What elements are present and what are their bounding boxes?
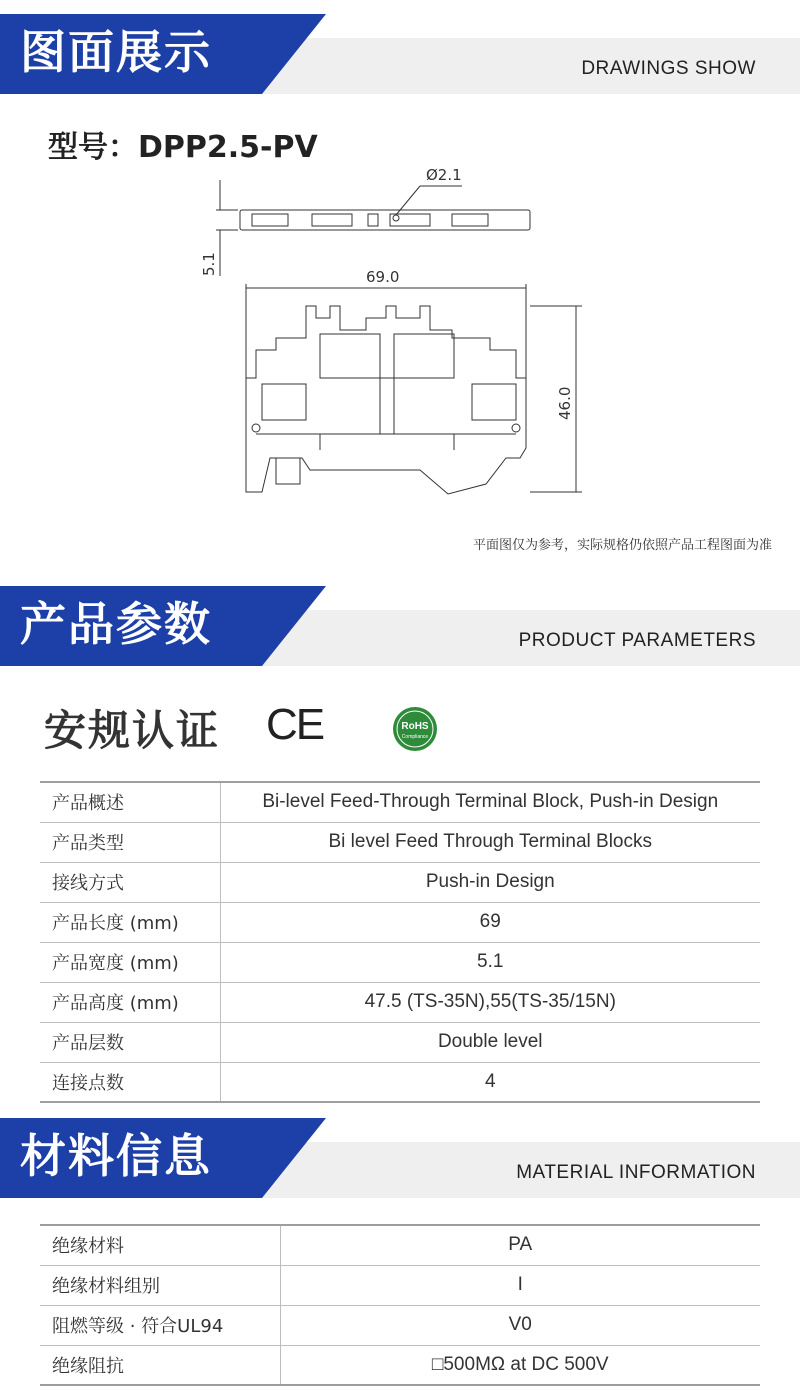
table-row bbox=[40, 782, 760, 822]
table-row bbox=[40, 1062, 760, 1102]
rohs-sublabel: Compliance bbox=[401, 734, 429, 740]
model-label: 型号：DPP2.5-PV bbox=[48, 130, 318, 165]
dim-length: 69.0 bbox=[366, 268, 400, 286]
section-title-en: PRODUCT PARAMETERS bbox=[518, 630, 756, 651]
technical-drawing bbox=[190, 158, 590, 498]
rohs-label: RoHS bbox=[401, 721, 429, 732]
params-table bbox=[40, 781, 760, 1103]
dim-width: 5.1 bbox=[200, 252, 218, 276]
drawing-note: 平面图仅为参考，实际规格仍依照产品工程图面为准 bbox=[472, 538, 772, 553]
section-title-en: DRAWINGS SHOW bbox=[581, 58, 756, 79]
table-row bbox=[40, 862, 760, 902]
table-row bbox=[40, 822, 760, 862]
rohs-badge-icon bbox=[392, 706, 438, 752]
param-key: 产品长度 (mm) bbox=[40, 902, 220, 942]
certification-row bbox=[44, 698, 744, 758]
section-header-material bbox=[0, 1104, 800, 1184]
material-key: 绝缘材料组别 bbox=[40, 1265, 280, 1305]
table-row bbox=[40, 1225, 760, 1265]
table-row bbox=[40, 902, 760, 942]
material-table bbox=[40, 1224, 760, 1386]
param-key: 接线方式 bbox=[40, 862, 220, 902]
table-row bbox=[40, 982, 760, 1022]
param-value: 5.1 bbox=[220, 942, 760, 982]
dim-height: 46.0 bbox=[556, 386, 574, 420]
param-value: Push-in Design bbox=[220, 862, 760, 902]
section-header-params bbox=[0, 572, 800, 652]
param-value: 47.5 (TS-35N),55(TS-35/15N) bbox=[220, 982, 760, 1022]
param-key: 产品概述 bbox=[40, 782, 220, 822]
table-row bbox=[40, 1265, 760, 1305]
table-row bbox=[40, 1345, 760, 1385]
param-value: Bi-level Feed-Through Terminal Block, Push-in Design bbox=[220, 782, 760, 822]
ce-mark-icon: CE bbox=[266, 700, 324, 749]
param-key: 产品层数 bbox=[40, 1022, 220, 1062]
material-key: 绝缘材料 bbox=[40, 1225, 280, 1265]
material-key: 阻燃等级 · 符合UL94 bbox=[40, 1305, 280, 1345]
param-key: 产品高度 (mm) bbox=[40, 982, 220, 1022]
param-key: 产品类型 bbox=[40, 822, 220, 862]
param-value: Double level bbox=[220, 1022, 760, 1062]
side-view bbox=[246, 306, 526, 494]
material-value: PA bbox=[280, 1225, 760, 1265]
material-key: 绝缘阻抗 bbox=[40, 1345, 280, 1385]
param-value: Bi level Feed Through Terminal Blocks bbox=[220, 822, 760, 862]
section-title-cn: 材料信息 bbox=[20, 1129, 212, 1183]
certification-title: 安规认证 bbox=[44, 706, 221, 755]
section-title-cn: 产品参数 bbox=[20, 597, 212, 651]
material-value: □500MΩ at DC 500V bbox=[280, 1345, 760, 1385]
param-value: 4 bbox=[220, 1062, 760, 1102]
param-key: 连接点数 bbox=[40, 1062, 220, 1102]
section-title-en: MATERIAL INFORMATION bbox=[516, 1162, 756, 1183]
dim-diameter: Ø2.1 bbox=[426, 166, 462, 184]
table-row bbox=[40, 1022, 760, 1062]
section-header-drawings bbox=[0, 0, 800, 80]
material-value: I bbox=[280, 1265, 760, 1305]
top-view bbox=[216, 180, 530, 276]
param-key: 产品宽度 (mm) bbox=[40, 942, 220, 982]
table-row bbox=[40, 942, 760, 982]
table-row bbox=[40, 1305, 760, 1345]
material-value: V0 bbox=[280, 1305, 760, 1345]
section-title-cn: 图面展示 bbox=[20, 25, 212, 79]
param-value: 69 bbox=[220, 902, 760, 942]
